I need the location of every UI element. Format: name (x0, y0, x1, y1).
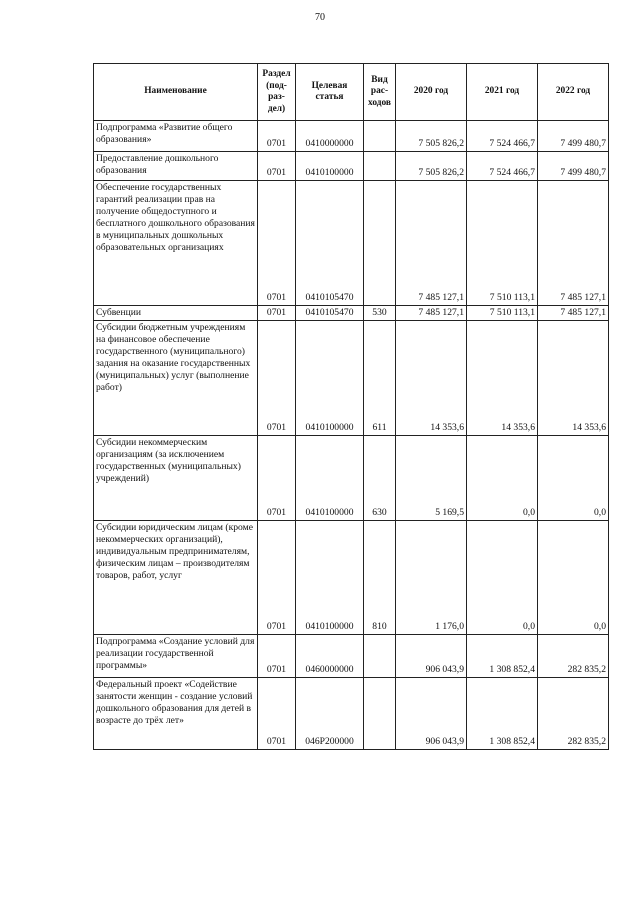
row-2021: 1 308 852,4 (467, 678, 538, 750)
table-row (94, 678, 609, 750)
table-header (94, 64, 609, 121)
table-row (94, 321, 609, 436)
row-2021: 7 510 113,1 (467, 306, 538, 321)
page-number: 70 (315, 12, 325, 23)
row-target: 0410000000 (296, 121, 364, 152)
row-section: 0701 (258, 121, 296, 152)
row-2020: 1 176,0 (396, 521, 467, 635)
row-target: 0410100000 (296, 321, 364, 436)
row-2022: 282 835,2 (538, 635, 609, 678)
row-2021: 7 524 466,7 (467, 121, 538, 152)
row-2021: 7 510 113,1 (467, 181, 538, 306)
table-row (94, 635, 609, 678)
header-target: Целевая статья (296, 64, 364, 121)
row-section: 0701 (258, 306, 296, 321)
row-section: 0701 (258, 436, 296, 521)
row-target: 0410100000 (296, 521, 364, 635)
header-expense-type: Вид рас-ходов (364, 64, 396, 121)
row-expense-type: 810 (364, 521, 396, 635)
row-target: 0410100000 (296, 152, 364, 181)
row-section: 0701 (258, 635, 296, 678)
row-2021: 7 524 466,7 (467, 152, 538, 181)
row-2022: 7 499 480,7 (538, 121, 609, 152)
row-2020: 14 353,6 (396, 321, 467, 436)
row-expense-type: 611 (364, 321, 396, 436)
row-2022: 7 485 127,1 (538, 181, 609, 306)
row-name: Субвенции (94, 306, 258, 321)
table-row (94, 152, 609, 181)
row-target: 0460000000 (296, 635, 364, 678)
row-2020: 906 043,9 (396, 635, 467, 678)
header-2022: 2022 год (538, 64, 609, 121)
row-section: 0701 (258, 521, 296, 635)
table-row (94, 306, 609, 321)
row-section: 0701 (258, 181, 296, 306)
row-expense-type (364, 121, 396, 152)
row-expense-type: 530 (364, 306, 396, 321)
row-target: 0410100000 (296, 436, 364, 521)
row-2020: 7 505 826,2 (396, 121, 467, 152)
row-name: Субсидии юридическим лицам (кроме некоммерческих организаций), индивидуальным предпринимателям, физическим лицам – производителям товаров, работ, услуг (94, 521, 258, 635)
budget-table (93, 63, 609, 750)
row-2021: 1 308 852,4 (467, 635, 538, 678)
row-2022: 0,0 (538, 521, 609, 635)
row-expense-type: 630 (364, 436, 396, 521)
row-2022: 7 485 127,1 (538, 306, 609, 321)
row-name: Обеспечение государственных гарантий реализации прав на получение общедоступного и бесплатного дошкольного образования в муниципальных дошкольных образовательных организациях (94, 181, 258, 306)
row-2021: 0,0 (467, 436, 538, 521)
row-2022: 282 835,2 (538, 678, 609, 750)
row-name: Субсидии бюджетным учреждениям на финансовое обеспечение государственного (муниципального) задания на оказание государственных (муниципальных) услуг (выполнение работ) (94, 321, 258, 436)
row-2020: 7 505 826,2 (396, 152, 467, 181)
row-target: 0410105470 (296, 181, 364, 306)
header-2020: 2020 год (396, 64, 467, 121)
row-2020: 5 169,5 (396, 436, 467, 521)
header-section: Раздел (под-раз-дел) (258, 64, 296, 121)
row-2020: 7 485 127,1 (396, 306, 467, 321)
row-2021: 0,0 (467, 521, 538, 635)
row-name: Подпрограмма «Создание условий для реализации государственной программы» (94, 635, 258, 678)
row-name: Предоставление дошкольного образования (94, 152, 258, 181)
row-2020: 906 043,9 (396, 678, 467, 750)
row-section: 0701 (258, 321, 296, 436)
row-section: 0701 (258, 152, 296, 181)
table-row (94, 521, 609, 635)
row-section: 0701 (258, 678, 296, 750)
row-2020: 7 485 127,1 (396, 181, 467, 306)
row-expense-type (364, 678, 396, 750)
row-name: Федеральный проект «Содействие занятости женщин - создание условий дошкольного образования для детей в возрасте до трёх лет» (94, 678, 258, 750)
row-target: 046P200000 (296, 678, 364, 750)
row-2021: 14 353,6 (467, 321, 538, 436)
table-row (94, 121, 609, 152)
row-2022: 0,0 (538, 436, 609, 521)
table-row (94, 181, 609, 306)
header-2021: 2021 год (467, 64, 538, 121)
header-name: Наименование (94, 64, 258, 121)
row-2022: 14 353,6 (538, 321, 609, 436)
row-expense-type (364, 181, 396, 306)
row-target: 0410105470 (296, 306, 364, 321)
table-body (94, 121, 609, 750)
table-row (94, 436, 609, 521)
row-expense-type (364, 635, 396, 678)
row-2022: 7 499 480,7 (538, 152, 609, 181)
row-expense-type (364, 152, 396, 181)
row-name: Субсидии некоммерческим организациям (за исключением государственных (муниципальных) учреждений) (94, 436, 258, 521)
row-name: Подпрограмма «Развитие общего образования» (94, 121, 258, 152)
